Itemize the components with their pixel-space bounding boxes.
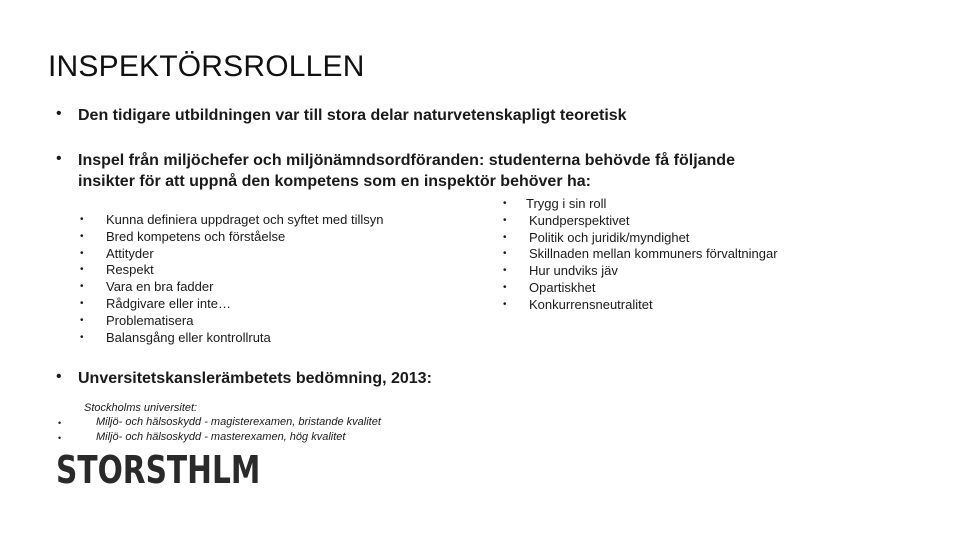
assessment-item-text: Miljö- och hälsoskydd - masterexamen, hög kvalitet: [96, 431, 346, 443]
list-item-text: Kundperspektivet: [529, 212, 630, 228]
list-item: [503, 263, 823, 280]
bullet-text: Inspel från miljöchefer och miljönämndsordföranden: studenterna behövde få följande insikter för att uppnå den kompetens som en inspektör behöver ha:: [78, 152, 735, 190]
bullet-marker: •: [58, 433, 62, 443]
assessment-item: [58, 415, 478, 430]
list-item: [80, 296, 440, 313]
bullet-marker: •: [80, 264, 84, 276]
assessment-item-text: Miljö- och hälsoskydd - magisterexamen, bristande kvalitet: [96, 416, 381, 428]
insights-list-right: [503, 196, 823, 314]
list-item-text: Rådgivare eller inte…: [106, 295, 232, 311]
bullet-marker: •: [503, 265, 507, 277]
list-item: [80, 330, 440, 347]
list-item-text: Politik och juridik/myndighet: [529, 229, 690, 245]
list-item: [503, 230, 823, 247]
bullet-marker: •: [80, 331, 84, 343]
list-item-text: Kunna definiera uppdraget och syftet med tillsyn: [106, 212, 384, 227]
list-item: [80, 313, 440, 330]
list-item-text: Trygg i sin roll: [526, 196, 607, 211]
list-item: [80, 212, 440, 229]
bullet-marker: •: [80, 281, 84, 293]
bullet-marker: •: [503, 281, 507, 293]
bullet-marker: •: [56, 150, 62, 167]
bullet-marker: •: [503, 248, 507, 260]
bullet-marker: •: [80, 247, 84, 259]
bullet-text: Unversitetskanslerämbetets bedömning, 2013:: [78, 370, 432, 387]
bullet-marker: •: [503, 214, 507, 226]
bullet-marker: •: [503, 198, 507, 209]
main-bullet-2: [56, 150, 776, 194]
list-item: [80, 246, 440, 263]
bullet-marker: •: [80, 230, 84, 242]
list-item-text: Balansgång eller kontrollruta: [106, 329, 271, 345]
list-item: [503, 297, 823, 314]
list-item-text: Problematisera: [106, 312, 194, 328]
bullet-text: Den tidigare utbildningen var till stora delar naturvetenskapligt teoretisk: [78, 107, 627, 124]
bullet-marker: •: [80, 214, 84, 225]
insights-list-left: [80, 212, 440, 346]
list-item-text: Vara en bra fadder: [106, 279, 214, 295]
list-item: [503, 196, 823, 213]
bullet-marker: •: [56, 368, 62, 385]
list-item: [503, 246, 823, 263]
list-item-text: Skillnaden mellan kommuners förvaltningar: [529, 246, 778, 262]
bullet-marker: •: [56, 105, 62, 122]
slide-title: INSPEKTÖRSROLLEN: [48, 50, 365, 83]
bullet-marker: •: [503, 231, 507, 243]
list-item-text: Hur undviks jäv: [529, 263, 618, 279]
list-item-text: Opartiskhet: [529, 279, 596, 295]
main-bullet-3: [56, 368, 656, 389]
list-item: [503, 213, 823, 230]
list-item: [503, 280, 823, 297]
list-item-text: Attityder: [106, 245, 154, 261]
main-bullet-1: [56, 105, 856, 126]
list-item-text: Respekt: [106, 262, 154, 278]
list-item: [80, 279, 440, 296]
bullet-marker: •: [80, 297, 84, 309]
assessment-university: Stockholms universitet:: [84, 402, 198, 414]
bullet-marker: •: [80, 314, 84, 326]
assessment-item: [58, 430, 478, 445]
list-item-text: Konkurrensneutralitet: [529, 296, 653, 312]
bullet-marker: •: [503, 298, 507, 310]
storsthlm-logo: STORSTHLM: [56, 448, 261, 492]
list-item-text: Bred kompetens och förståelse: [106, 228, 286, 244]
list-item: [80, 262, 440, 279]
bullet-marker: •: [58, 418, 62, 428]
list-item: [80, 229, 440, 246]
